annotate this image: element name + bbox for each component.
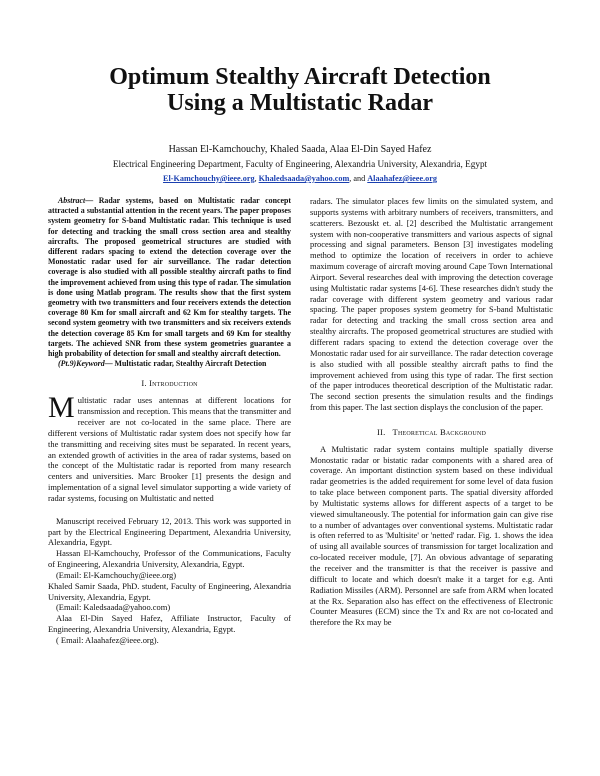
section-heading-introduction: I. Introduction (141, 378, 198, 389)
footnote-received: Manuscript received February 12, 2013. This work was supported in part by the Electrical Engineering Department, Alexandria University, Alexandria, Egypt. (48, 515, 291, 548)
left-column (48, 196, 291, 646)
intro-text: ultistatic radar uses antennas at different locations for transmission and reception. This means that the transmitter and receiver are not co-located in the same place. There are different versions of Multistatic radar system does not specify how far the transmitting and receiving sites must be separated. In recent years, an extended growth of activities in the area of radar systems, based on the concept of the Multistatic radar is reported from many research centers and universities. Marc Brooker [1] presents the design and implementation of a signal level simulator supporting a wide variety of radar systems, focusing on Multistatic and netted (48, 395, 291, 503)
email-link-1[interactable]: El-Kamchouchy@ieee.org (163, 174, 255, 183)
affiliation: Electrical Engineering Department, Faculty of Engineering, Alexandria University, Alexandria, Egypt (112, 159, 488, 169)
footnote-author-1: Hassan El-Kamchouchy, Professor of the Communications, Faculty of Engineering, Alexandria University, Alexandria, Egypt. (48, 548, 291, 570)
footnote-author-2: Khaled Samir Saada, PhD. student, Faculty of Engineering, Alexandria University, Alexandria, Egypt. (48, 580, 291, 602)
email-separator-2: , and (349, 174, 368, 183)
title-line-1: Optimum Stealthy Aircraft Detection (109, 64, 491, 90)
footnote-email-3: ( Email: Alaahafez@ieee.org). (56, 635, 159, 646)
background-paragraph: A Multistatic radar system contains multiple spatially diverse Monostatic radar or bistatic radar components with a shared area of coverage. An important distinction system based on these individual radar geometries is the added requirement for some level of data fusion to take place between component parts. The spatial diversity afforded by Multistatic systems allows for different aspects of a target to be viewed simultaneously. The potential for information gain can give rise to a number of advantages over conventional systems. Multistatic radar is often referred to as 'Multisite' or 'netted' radar. Fig. 1. shows the idea of using all available sources of transmission for target localization and co-located receiver module, [7]. An obvious advantage of separating the receiver and the transmitter is that the receiver is passive and difficult to locate and which doesn't make it a target for e.g. Anti Radiation Missiles (ARM). Personnel are safe from ARM when located at the Rx. Separation also has effect on the effectiveness of Electronic Counter Measures (ECM) since the Tx and Rx are not co-located and therefore the Rx may be (310, 443, 553, 628)
footnote (48, 516, 291, 646)
email-link-3[interactable]: Alaahafez@ieee.org (367, 174, 437, 183)
keywords (48, 359, 291, 369)
author-list: Hassan El-Kamchouchy, Khaled Saada, Alaa El-Din Sayed Hafez (168, 144, 432, 155)
intro-paragraph (48, 391, 291, 503)
email-separator-1: , (254, 174, 259, 183)
abstract (48, 196, 291, 359)
email-link-2[interactable]: Khaledsaada@yahoo.com (258, 174, 350, 183)
section-heading-background: II. Theoretical Background (376, 426, 487, 437)
intro-continued-paragraph: radars. The simulator places few limits on the simulated system, and supports systems with arbitrary numbers of receivers, transmitters, and scatterers. Bezouskt et. al. [2] described the Multistatic arrangement system with non-cooperative transmitters and various aspects of signal processing and signal parameters. Benson [3] investigates modeling method to optimize the location of receivers in order to achieve maximum coverage of aircraft moving around Cape Town International Airport. Several researches deal with improving the detection coverage using Multistatic radar systems [4-6]. These researches didn't study the radar coverage with different system geometry and various radar spacing. The paper proposes system geometry for S-band Multistatic radar for detecting and tracking the small cross section area and stealthy aircrafts. The proposed geometrical structures are studied with different radars spacing to extend the detection coverage over the Monostatic radar used for air surveillance. The radar detection coverage is also studied with all possible stealthy aircraft paths to find the improvement achieved from using this type of radar. The first section of the paper introduces theoretical description of the Multistatic radar. The second section presents the simulation results and the findings from this paper. The last section displays the conclusion of the paper. (310, 196, 554, 413)
keywords-label: (Pt.9)Keyword (58, 359, 105, 369)
keywords-text: — Multistatic radar, Stealthy Aircraft Detection (104, 359, 267, 369)
drop-cap: M (48, 391, 75, 425)
author-emails (0, 174, 600, 183)
right-column (310, 196, 553, 628)
footnote-author-3: Alaa El-Din Sayed Hafez, Affiliate Instructor, Faculty of Engineering, Alexandria University, Alexandria, Egypt. (48, 613, 291, 635)
title-line-2: Using a Multistatic Radar (167, 90, 433, 116)
abstract-label: Abstract (58, 196, 86, 205)
footnote-email-1: (Email: El-Kamchouchy@ieee.org) (56, 569, 177, 580)
abstract-text: — Radar systems, based on Multistatic radar concept attracted a substantial attention in the recent years. The paper proposes system geometry for S-band Multistatic radar. This technique is used for detecting and tracking the small cross section area and stealthy aircrafts. The proposed geometrical structures are studied with different radars spacing to extend the detection coverage over the Monostatic radar used for air surveillance. The radar detection coverage is also studied with all possible stealthy aircraft paths to find the improvement achieved from using this type of radar. The simulation is done using Matlab program. The results show that the first system geometry with two transmitters and four receivers extends the detection coverage 80 Km for small aircraft and 62 Km for stealthy targets. The second system geometry with two transmitters and six receivers extends the detection coverage 85 Km for small targets and 69 Km for stealthy targets. The achieved SNR from these system geometries guarantee a high probability of detection for small and stealthy aircraft detection. (48, 196, 291, 359)
footnote-email-2: (Email: Kaledsaada@yahoo.com) (56, 602, 171, 613)
paper-title (0, 64, 600, 116)
